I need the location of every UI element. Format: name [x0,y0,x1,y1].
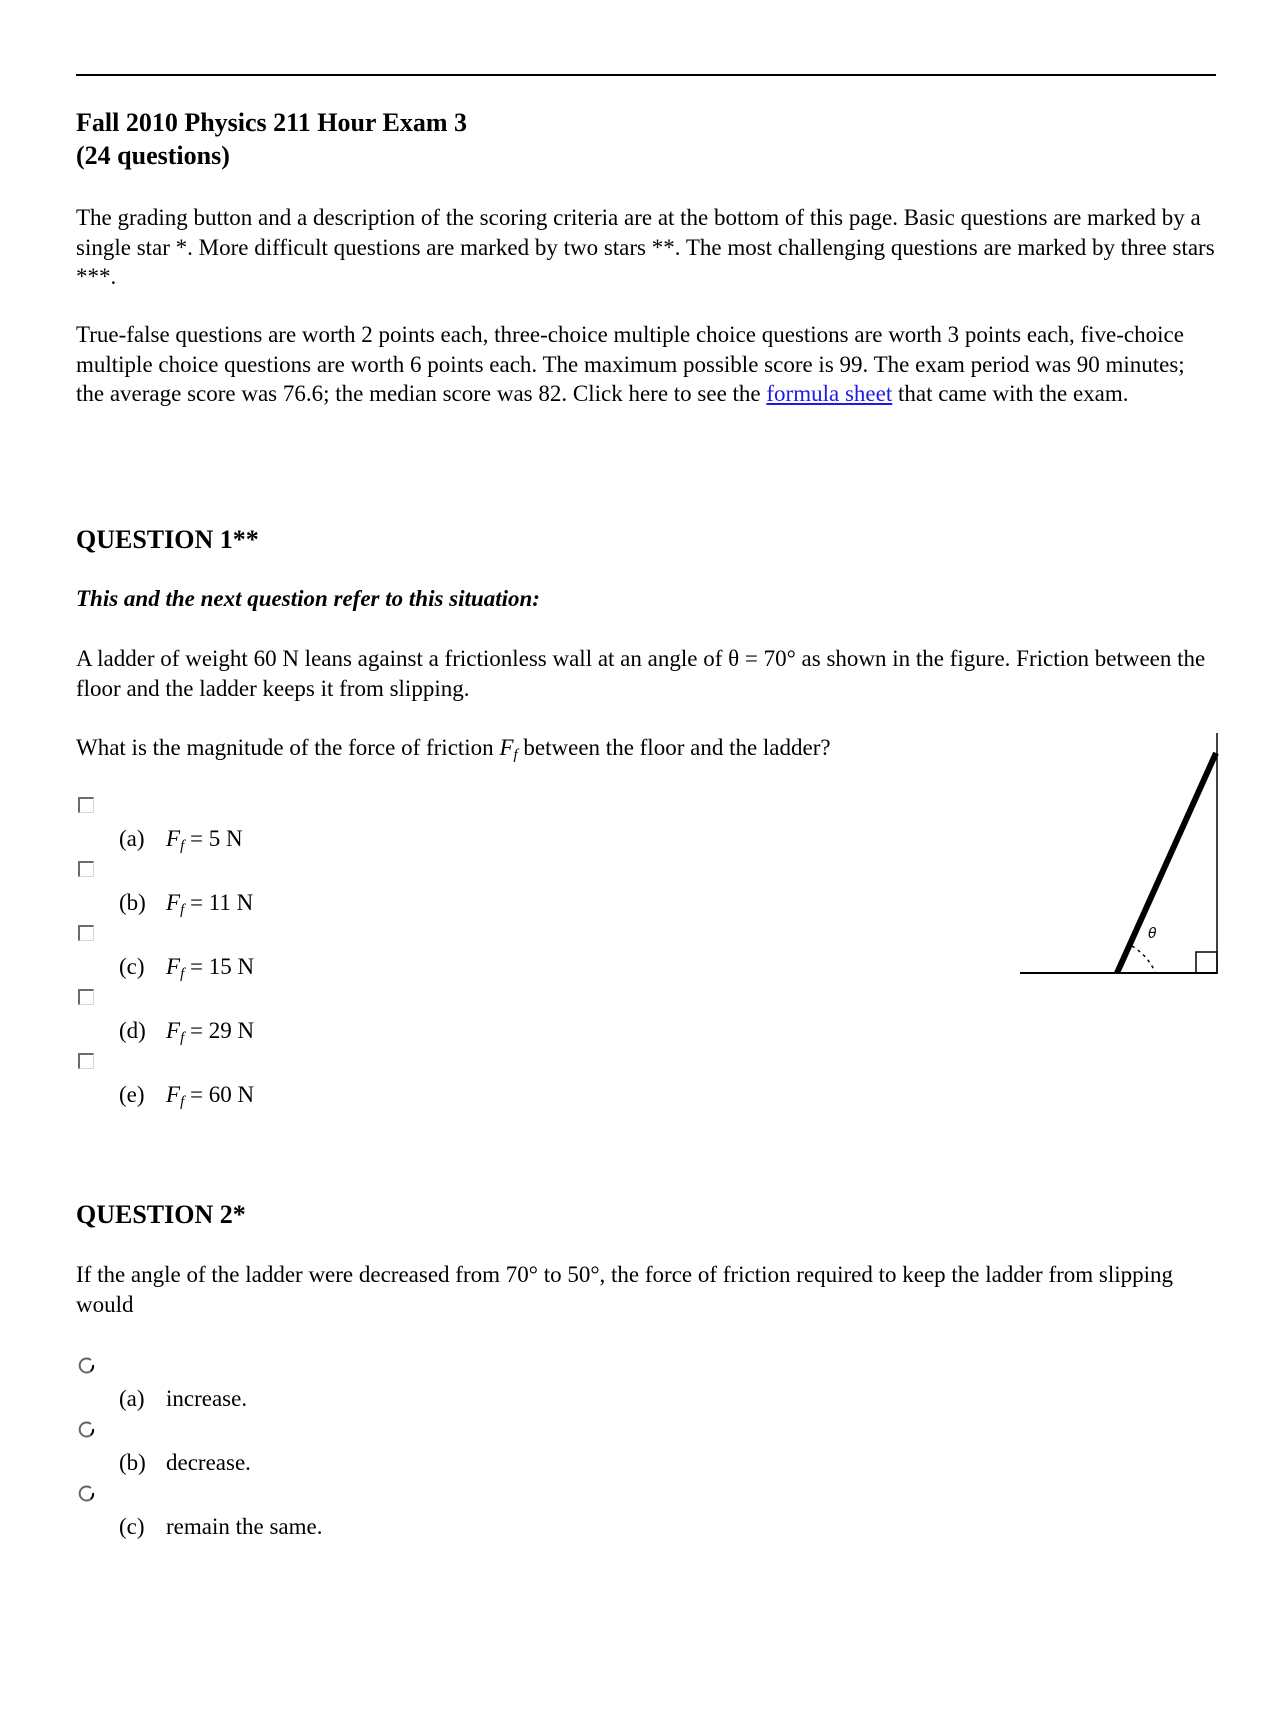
q1-checkbox-c[interactable] [78,925,94,941]
angle-arc [1132,946,1155,972]
q1-checkbox-a[interactable] [78,797,94,813]
q2-option-a: (a) increase. [119,1386,248,1411]
situation-label: This and the next question refer to this situation: [76,586,540,611]
q1-option-d: (d) $F_f = 29$ N [119,1018,255,1046]
q1-option-b: (b) $F_f = 11$ N [119,890,254,918]
q2-radio-b[interactable] [78,1421,95,1438]
situation-text: A ladder of weight 60 N leans against a frictionless wall at an angle of θ = 70° as shown in the figure. Friction between the floor and the ladder keeps it from slipping. [76,646,1206,701]
formula-sheet-link[interactable]: formula sheet [766,381,893,406]
q2-option-c: (c) remain the same. [119,1514,323,1539]
q1-checkbox-b[interactable] [78,861,94,877]
intro-paragraph-1: The grading button and a description of the scoring criteria are at the bottom of this page. Basic questions are marked by a single star *. More difficult questions are marked by two stars **. The most challenging questions are marked by three stars ***. [76,205,1215,289]
top-rule [76,74,1216,76]
q2-radio-c[interactable] [78,1485,95,1502]
q1-option-e: (e) $F_f = 60$ N [119,1082,255,1110]
q1-checkbox-e[interactable] [78,1053,94,1069]
q1-option-c: (c) $F_f = 15$ N [119,954,255,982]
question-1-heading: QUESTION 1** [76,525,259,554]
intro-p2-after: that came with the exam. [897,381,1129,406]
q2-radio-a[interactable] [78,1357,95,1374]
friction-symbol: $F_f$ [499,735,518,763]
ladder [1117,753,1216,973]
exam-title-line2: (24 questions) [76,141,230,170]
q1-option-a: (a) $F_f = 5$ N [119,826,243,854]
question-2-heading: QUESTION 2* [76,1200,246,1229]
ladder-figure [1020,728,1220,978]
intro-p2-text: True-false questions are worth 2 points each, three-choice multiple choice questions are worth 3 points each, five-choice multiple choice questions are worth 6 points each. The maximum possible score is 99. The exam period was 90 minutes; the average score was 76.6; the median score was 82. Click here to see the [76,322,1185,406]
prompt-after: between the floor and the ladder? [523,735,831,760]
right-angle-marker [1196,952,1217,973]
q2-option-b: (b) decrease. [119,1450,251,1475]
intro-paragraph-2 [76,320,1216,409]
theta-label: θ [1148,926,1157,942]
exam-title [76,106,467,172]
q1-checkbox-d[interactable] [78,989,94,1005]
exam-title-line1: Fall 2010 Physics 211 Hour Exam 3 [76,108,467,137]
prompt-before: What is the magnitude of the force of friction [76,735,494,760]
question-2-text: If the angle of the ladder were decreased from 70° to 50°, the force of friction required to keep the ladder from slipping would [76,1262,1174,1317]
